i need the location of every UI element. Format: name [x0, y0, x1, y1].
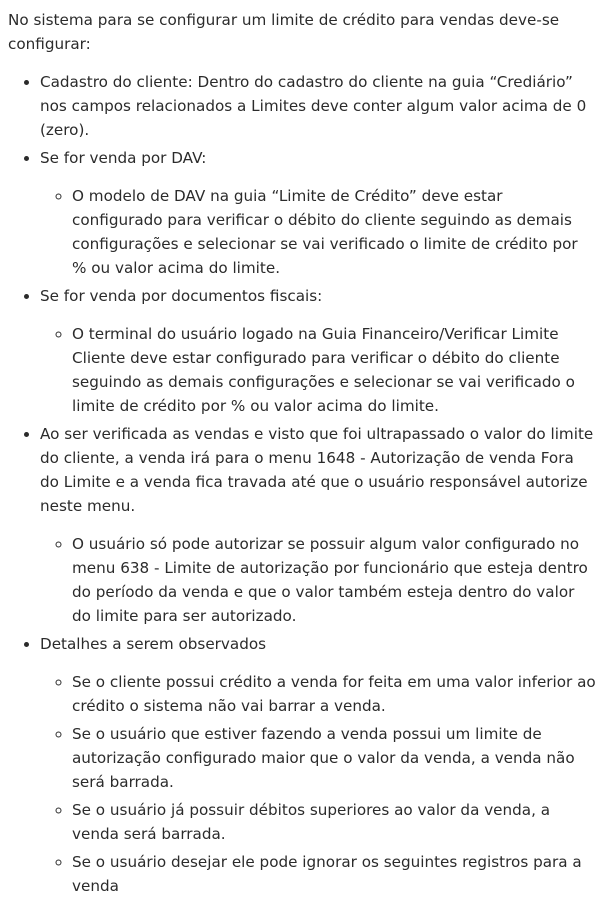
list-item-text: Ao ser verificada as vendas e visto que foi ultrapassado o valor do limite do cliente, a venda irá para o menu 1648 - Autorização de venda Fora do Limite e a venda fica travada até que o usuário responsável autorize neste menu.	[40, 425, 594, 515]
intro-paragraph: No sistema para se configurar um limite de crédito para vendas deve-se configurar:	[8, 11, 560, 53]
list-item	[40, 422, 596, 628]
main-list	[8, 70, 596, 898]
sub-list	[40, 184, 596, 280]
sub-list-item: ◦ Se o usuário que estiver fazendo a venda possui um limite de autorização configurado maior que o valor da venda, a venda não será barrada.	[72, 722, 596, 794]
sub-list	[40, 532, 596, 628]
sub-list-item: ◦ Se o usuário já possuir débitos superiores ao valor da venda, a venda será barrada.	[72, 798, 596, 846]
sub-list-item: ◦ O terminal do usuário logado na Guia Financeiro/Verificar Limite Cliente deve estar configurado para verificar o débito do cliente seguindo as demais configurações e selecionar se vai verificado o limite de crédito por % ou valor acima do limite.	[72, 322, 596, 418]
list-item	[40, 632, 596, 898]
list-item	[40, 146, 596, 280]
list-item	[40, 70, 596, 142]
sub-list-item: ◦ O usuário só pode autorizar se possuir algum valor configurado no menu 638 - Limite de autorização por funcionário que esteja dentro do período da venda e que o valor também esteja dentro do valor do limite para ser autorizado.	[72, 532, 596, 628]
sub-list-item: ◦ O modelo de DAV na guia “Limite de Crédito” deve estar configurado para verificar o débito do cliente seguindo as demais configurações e selecionar se vai verificado o limite de crédito por % ou valor acima do limite.	[72, 184, 596, 280]
list-item-text: Detalhes a serem observados	[40, 635, 267, 653]
sub-list	[40, 670, 596, 898]
list-item	[40, 284, 596, 418]
sub-list-item: ◦ Se o usuário desejar ele pode ignorar os seguintes registros para a venda	[72, 850, 596, 898]
list-item-text: Se for venda por documentos fiscais:	[40, 287, 323, 305]
list-item-text: Se for venda por DAV:	[40, 149, 207, 167]
list-item-text: Cadastro do cliente: Dentro do cadastro do cliente na guia “Crediário” nos campos relacionados a Limites deve conter algum valor acima de 0 (zero).	[40, 73, 587, 139]
sub-list	[40, 322, 596, 418]
sub-list-item: ◦ Se o cliente possui crédito a venda for feita em uma valor inferior ao crédito o sistema não vai barrar a venda.	[72, 670, 596, 718]
